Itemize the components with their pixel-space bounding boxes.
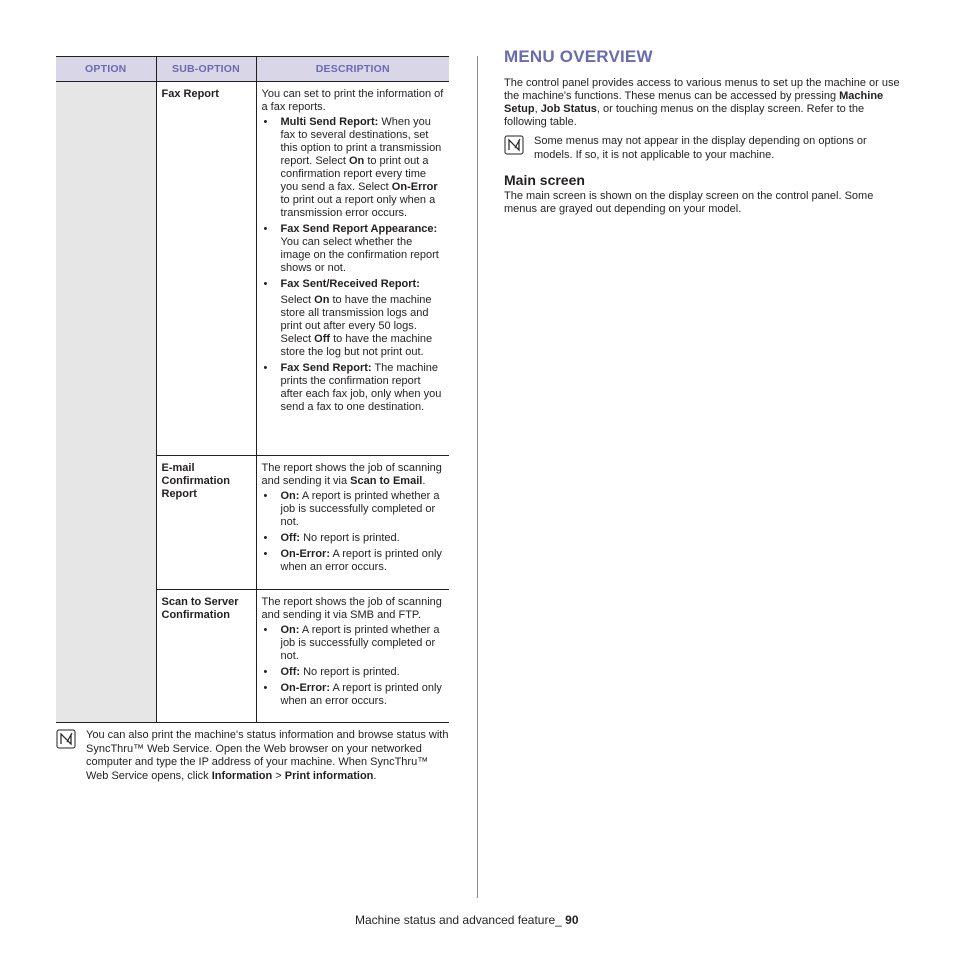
sub-option-cell: Scan to Server Confirmation (156, 590, 256, 723)
bullet-strong: On-Error (391, 181, 438, 193)
intro-text: The report shows the job of scanning and sending it via (261, 462, 442, 487)
intro-paragraph (504, 77, 900, 129)
table-header-row (56, 57, 449, 82)
column-divider (477, 56, 478, 898)
bullet-text: The machine prints the confirmation report after each fax job, only when you send a fax to one destination. (280, 362, 442, 413)
page-number: 90 (565, 913, 579, 927)
sub-option-cell: E-mail Confirmation Report (156, 456, 256, 590)
bullet-text: to have the machine store all transmission logs and print out after every 50 logs. Select (280, 294, 432, 345)
bullet-list (262, 490, 445, 574)
intro-text: , or touching menus on the display screen. Refer to the following table. (504, 103, 865, 128)
bullet-term: Fax Send Report Appearance: (280, 223, 438, 235)
bullet-text: Select (280, 294, 315, 306)
header-sub-option: SUB-OPTION (156, 57, 256, 82)
subsection-title: Main screen (504, 172, 585, 188)
bullet-term: On-Error: (280, 682, 330, 694)
description-intro (262, 462, 445, 488)
intro-text: The control panel provides access to various menus to set up the machine or use the machine's functions. These menus can be accessed by pressing (504, 77, 900, 102)
bullet-text: A report is printed only when an error occurs. (280, 682, 442, 707)
intro-text: , (534, 103, 541, 115)
list-item (262, 223, 445, 275)
bullet-strong: On (348, 155, 365, 167)
bullet-term: On: (280, 624, 300, 636)
list-item (262, 362, 445, 414)
bullet-list (262, 624, 445, 708)
bullet-term: On: (280, 490, 300, 502)
table-row (56, 82, 449, 456)
description-cell (256, 82, 449, 456)
main-screen-paragraph: The main screen is shown on the display screen on the control panel. Some menus are grayed out depending on your model. (504, 190, 874, 215)
intro-text: . (422, 475, 426, 487)
list-item (262, 548, 445, 574)
description-cell (256, 590, 449, 723)
list-item (262, 278, 445, 359)
list-item (262, 624, 445, 663)
description-intro: The report shows the job of scanning and sending it via SMB and FTP. (261, 596, 442, 621)
bullet-text: No report is printed. (300, 666, 400, 678)
header-description: DESCRIPTION (256, 57, 449, 82)
intro-strong: Scan to Email (350, 475, 423, 487)
description-cell (256, 456, 449, 590)
option-cell (56, 82, 156, 723)
bullet-term: Off: (280, 666, 301, 678)
bullet-term: Off: (280, 532, 301, 544)
bullet-text: A report is printed whether a job is successfully completed or not. (280, 490, 440, 528)
list-item (262, 682, 445, 708)
bullet-term: Fax Send Report: (280, 362, 372, 374)
bullet-strong: Off (314, 333, 331, 345)
right-note-text: Some menus may not appear in the display depending on options or models. If so, it is not applicable to your machine. (534, 135, 867, 161)
list-item (262, 490, 445, 529)
options-table (56, 56, 449, 723)
bullet-text: When you fax to several destinations, set this option to print a transmission report. Select (280, 116, 442, 167)
bullet-term: On-Error: (280, 548, 330, 560)
note-text: . (373, 769, 377, 782)
section-title: MENU OVERVIEW (504, 47, 653, 66)
right-note (504, 135, 900, 162)
list-item (262, 532, 445, 545)
note-strong: Information (211, 769, 273, 782)
description-intro: You can set to print the information of a fax reports. (261, 88, 444, 113)
bullet-text: You can select whether the image on the confirmation report shows or not. (280, 236, 439, 274)
bullet-text: No report is printed. (300, 532, 400, 544)
page-footer (355, 913, 579, 927)
bullet-text: A report is printed only when an error occurs. (280, 548, 442, 573)
left-column (56, 56, 449, 783)
note-text: You can also print the machine's status information and browse status with SyncThru™ Web Service. Open the Web browser on your networked computer and type the IP address of your machine. When SyncThru™ Web Service opens, click (86, 729, 449, 782)
bullet-term: Fax Sent/Received Report: (280, 278, 420, 290)
left-note-text (86, 729, 449, 783)
bullet-strong: On (314, 294, 330, 306)
footer-label: Machine status and advanced feature_ (355, 913, 562, 927)
sub-option-cell: Fax Report (156, 82, 256, 456)
list-item (262, 666, 445, 679)
bullet-extra (281, 294, 445, 359)
header-option: OPTION (56, 57, 156, 82)
intro-strong: Machine Setup (504, 90, 884, 115)
intro-strong: Job Status (540, 103, 597, 115)
bullet-list (262, 116, 445, 414)
note-icon (56, 729, 76, 749)
bullet-text: to print out a confirmation report every time you send a fax. Select (280, 155, 429, 193)
list-item (262, 116, 445, 220)
bullet-text: to have the machine store the log but not print out. (280, 333, 433, 358)
note-text: > (272, 769, 285, 782)
note-strong: Print information (284, 769, 374, 782)
bullet-text: to print out a report only when a transmission error occurs. (280, 194, 436, 219)
right-column (504, 47, 900, 216)
note-icon (504, 135, 524, 155)
bullet-text: A report is printed whether a job is successfully completed or not. (280, 624, 440, 662)
bullet-term: Multi Send Report: (280, 116, 379, 128)
left-note (56, 729, 449, 783)
